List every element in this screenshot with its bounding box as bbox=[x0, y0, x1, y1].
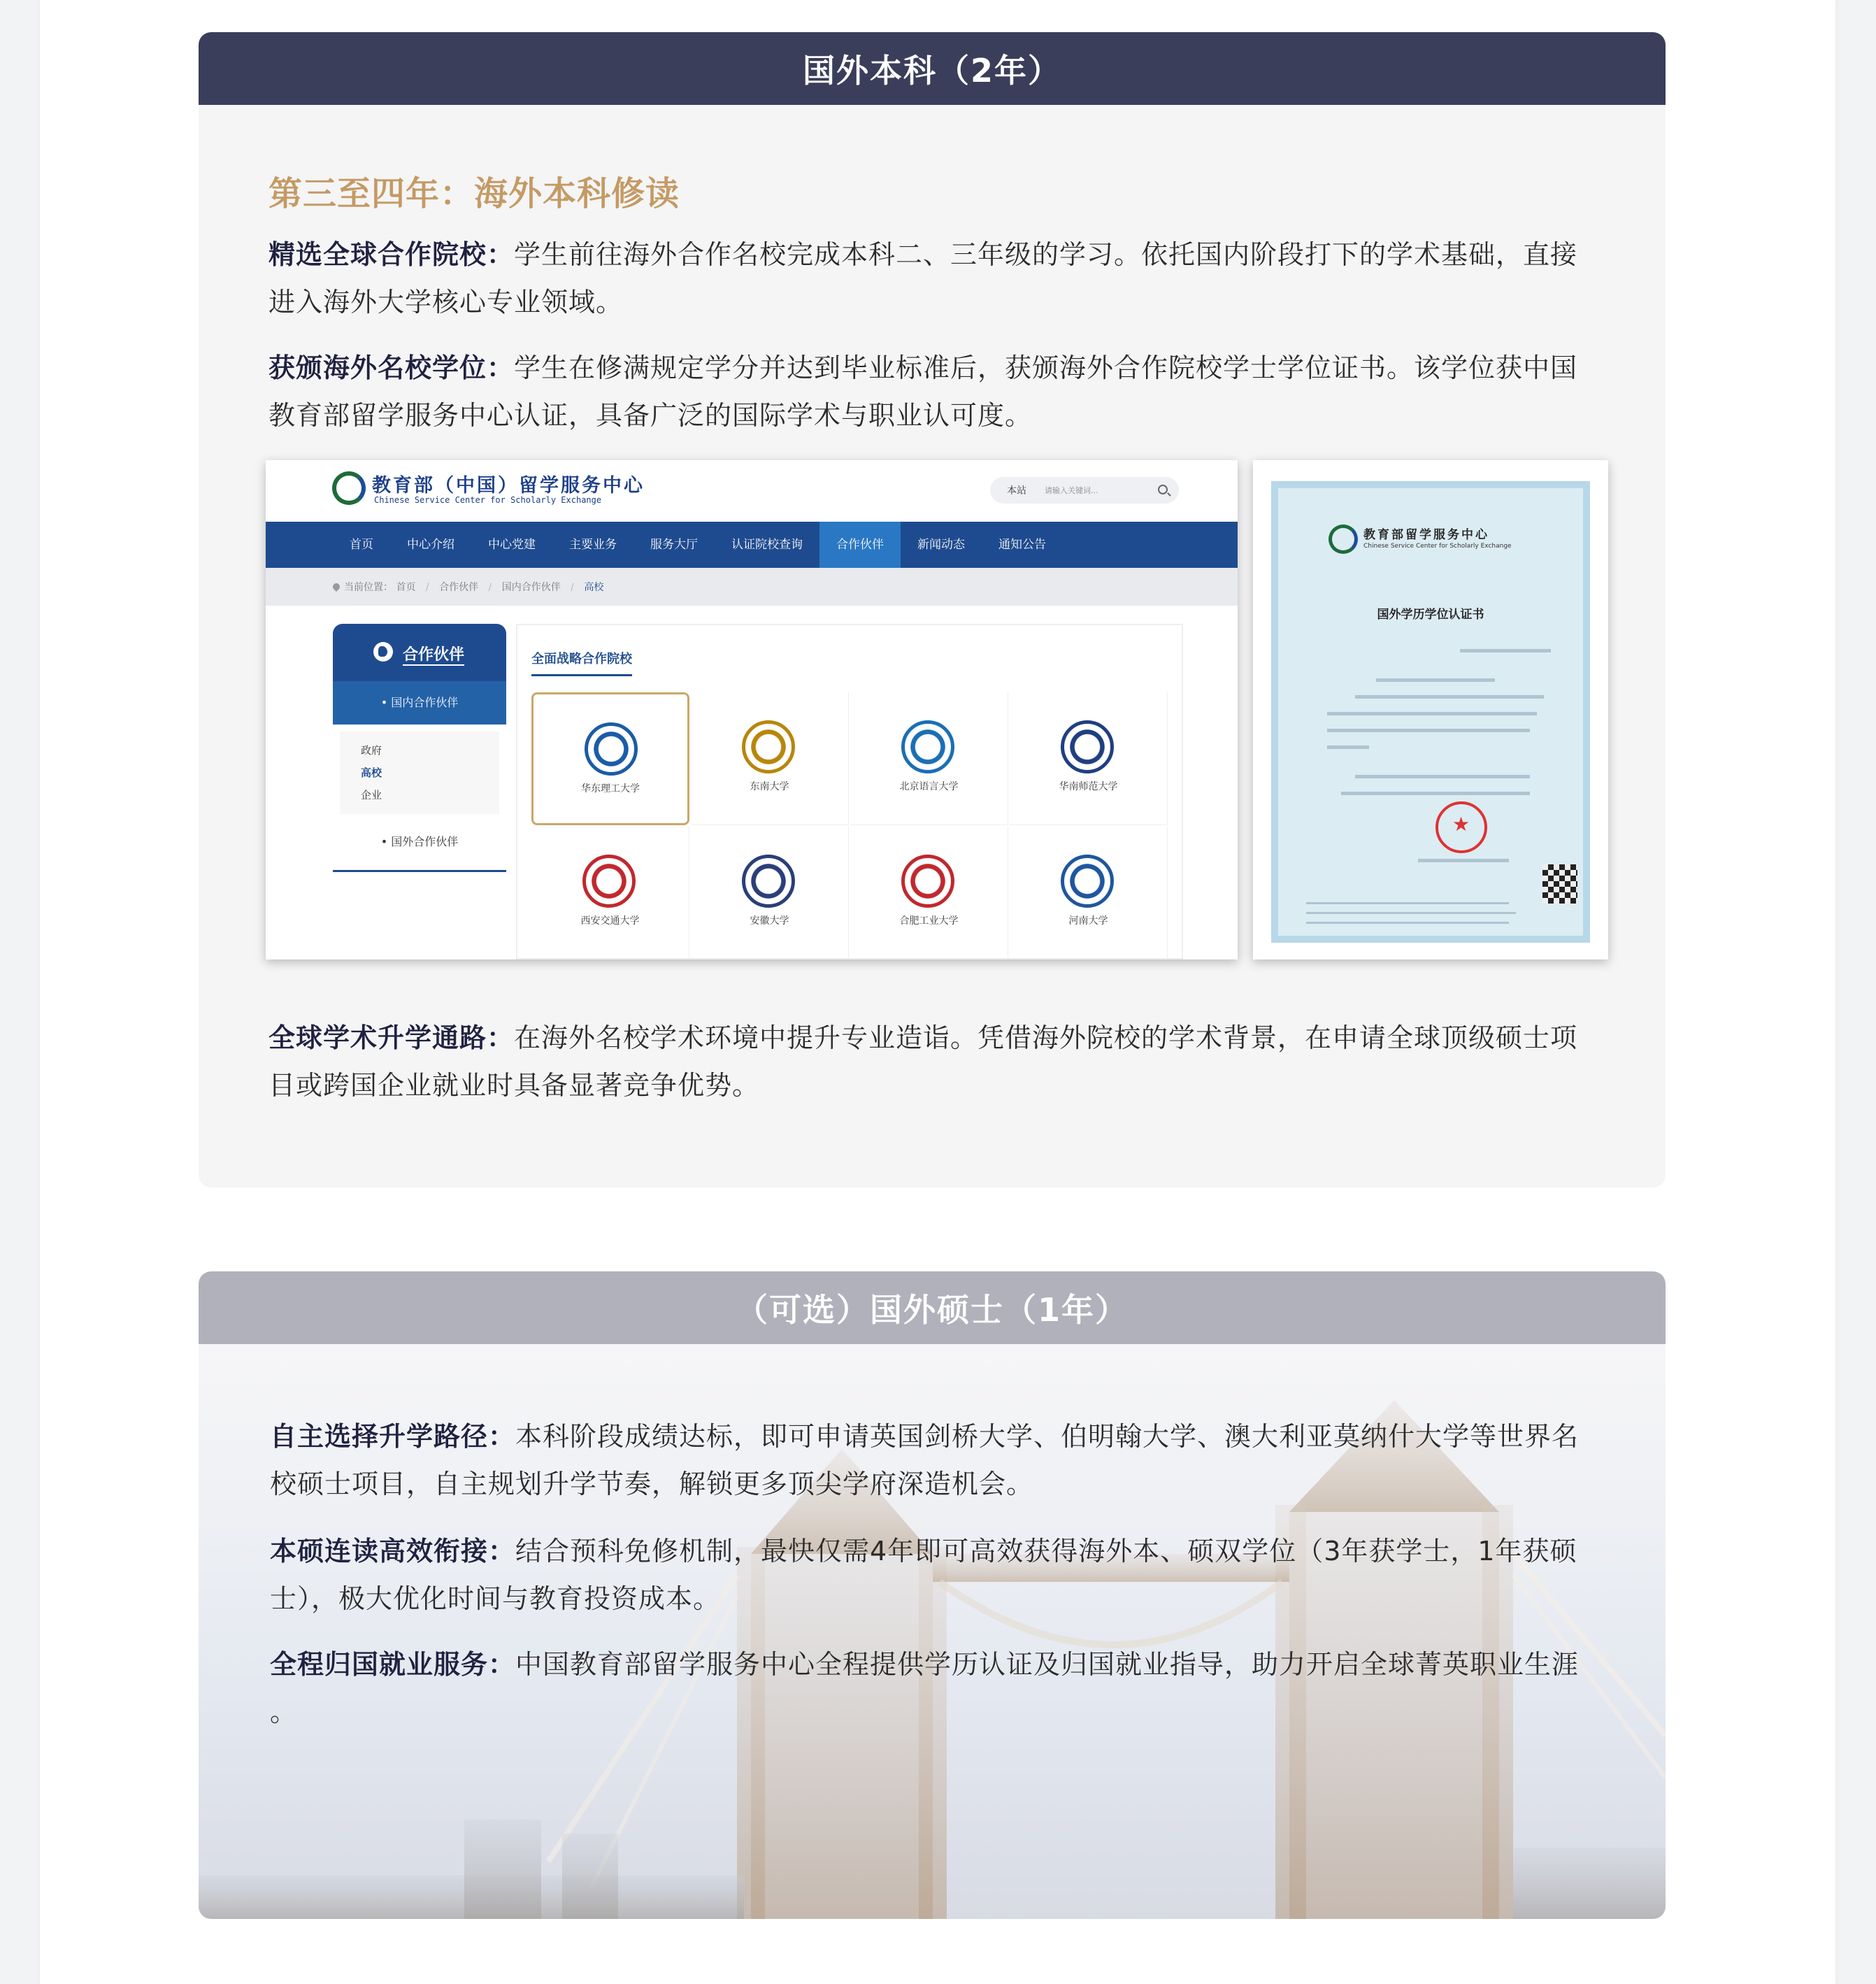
school-name: 北京语言大学 bbox=[899, 781, 959, 792]
paragraph-partner-schools bbox=[268, 231, 1604, 326]
sidebar-submenu bbox=[340, 731, 499, 814]
paragraph-career-service bbox=[270, 1641, 1605, 1736]
school-name: 安徽大学 bbox=[750, 915, 789, 927]
certificate-text-line bbox=[1327, 729, 1530, 732]
certificate-text-line bbox=[1376, 678, 1495, 682]
site-header bbox=[266, 460, 1238, 522]
school-emblem-icon bbox=[742, 720, 795, 773]
paragraph-text: 学生前往海外合作名校完成本科二、三年级的学习。依托国内阶段打下的学术基础，直接进入海外大学核心专业领域。 bbox=[268, 239, 1578, 317]
school-name: 西安交通大学 bbox=[580, 915, 640, 927]
certificate-border bbox=[1271, 481, 1590, 943]
sidebar-item-international[interactable]: • 国外合作伙伴 bbox=[380, 835, 459, 848]
school-name: 合肥工业大学 bbox=[899, 915, 959, 927]
city-building bbox=[1513, 1848, 1666, 1919]
certificate-text-line bbox=[1306, 922, 1509, 924]
nav-item[interactable]: 中心党建 bbox=[488, 538, 536, 552]
sidebar bbox=[333, 624, 506, 872]
school-card[interactable] bbox=[850, 827, 1008, 959]
paragraph-academic-path bbox=[268, 1014, 1604, 1109]
breadcrumb-item[interactable]: 国内合作伙伴 bbox=[501, 582, 561, 593]
cscse-logo-icon bbox=[1329, 524, 1358, 554]
certificate-text-line bbox=[1327, 712, 1537, 715]
qr-code bbox=[1542, 864, 1577, 904]
paragraph-text: 结合预科免修机制，最快仅需4年即可高效获得海外本、硕双学位（3年获学士，1年获硕士），极大优化时间与教育投资成本。 bbox=[270, 1536, 1577, 1614]
certificate-text-line bbox=[1355, 695, 1544, 699]
degree-certificate-image bbox=[1253, 460, 1608, 959]
paragraph-master-path bbox=[270, 1413, 1605, 1508]
breadcrumb-item[interactable]: 合作伙伴 bbox=[439, 582, 479, 593]
partner-panel bbox=[516, 624, 1183, 959]
panel-title: 全面战略合作院校 bbox=[531, 649, 632, 676]
official-seal bbox=[1435, 801, 1487, 853]
city-building bbox=[464, 1820, 541, 1919]
nav-item[interactable]: 认证院校查询 bbox=[731, 538, 803, 552]
school-card[interactable] bbox=[691, 692, 849, 825]
site-search[interactable] bbox=[990, 477, 1179, 504]
certificate-text-line bbox=[1355, 775, 1530, 778]
certificate-org: 教育部留学服务中心 bbox=[1363, 528, 1489, 542]
section-title: 国外本科（2年） bbox=[802, 52, 1061, 90]
paragraph-bachelor-master bbox=[270, 1527, 1605, 1622]
location-pin-icon bbox=[331, 582, 341, 592]
school-name: 东南大学 bbox=[750, 781, 789, 792]
sidebar-header bbox=[333, 624, 506, 681]
sidebar-subitem-universities[interactable]: 高校 bbox=[361, 766, 382, 779]
paragraph-lead: 全球学术升学通路： bbox=[268, 1022, 515, 1053]
certificate-org-en: Chinese Service Center for Scholarly Exchange bbox=[1363, 543, 1512, 550]
paragraph-degree bbox=[268, 344, 1604, 439]
nav-item[interactable]: 新闻动态 bbox=[917, 538, 965, 552]
site-nav bbox=[266, 522, 1238, 568]
school-grid bbox=[531, 692, 1169, 959]
nav-item[interactable]: 合作伙伴 bbox=[819, 522, 901, 568]
school-card[interactable] bbox=[691, 827, 849, 959]
cscse-logo-icon bbox=[332, 471, 366, 505]
paragraph-lead: 本硕连读高效衔接： bbox=[270, 1536, 516, 1566]
nav-item[interactable]: 中心介绍 bbox=[407, 538, 454, 552]
paragraph-lead: 获颁海外名校学位： bbox=[268, 352, 515, 383]
nav-item[interactable]: 服务大厅 bbox=[650, 538, 698, 552]
breadcrumb-sep: / bbox=[425, 582, 429, 593]
nav-item[interactable]: 通知公告 bbox=[998, 538, 1046, 552]
school-card[interactable] bbox=[1010, 692, 1168, 825]
breadcrumb-sep: / bbox=[488, 582, 492, 593]
certificate-text-line bbox=[1418, 859, 1509, 862]
subtitle: 第三至四年：海外本科修读 bbox=[268, 174, 680, 213]
paragraph-text: 在海外名校学术环境中提升专业造诣。凭借海外院校的学术背景，在申请全球顶级硕士项目或跨国企业就业时具备显著竞争优势。 bbox=[268, 1022, 1578, 1101]
breadcrumb bbox=[266, 568, 1238, 606]
section-header-master bbox=[199, 1271, 1666, 1344]
sidebar-item-domestic[interactable]: • 国内合作伙伴 bbox=[333, 681, 506, 725]
globe-icon bbox=[373, 642, 393, 662]
school-card[interactable] bbox=[1010, 827, 1168, 959]
school-emblem-icon bbox=[901, 720, 954, 773]
section-title: （可选）国外硕士（1年） bbox=[735, 1291, 1129, 1329]
school-card[interactable] bbox=[531, 827, 689, 959]
search-scope[interactable]: 本站 bbox=[1007, 485, 1026, 497]
section-body-undergrad bbox=[199, 105, 1666, 1187]
school-name: 华南师范大学 bbox=[1059, 781, 1118, 792]
certificate-text-line bbox=[1306, 902, 1509, 904]
school-emblem-icon bbox=[582, 855, 636, 908]
site-logo-subtext: Chinese Service Center for Scholarly Exchange bbox=[374, 495, 602, 505]
school-name: 河南大学 bbox=[1068, 915, 1108, 927]
paragraph-lead: 全程归国就业服务： bbox=[270, 1649, 516, 1680]
school-emblem-icon bbox=[742, 855, 795, 908]
certificate-text-line bbox=[1306, 912, 1516, 914]
breadcrumb-current: 高校 bbox=[584, 582, 604, 593]
city-building bbox=[562, 1834, 618, 1919]
sidebar-subitem-government[interactable]: 政府 bbox=[361, 744, 382, 757]
school-card[interactable] bbox=[531, 692, 689, 825]
school-emblem-icon bbox=[1061, 720, 1114, 773]
breadcrumb-item[interactable]: 首页 bbox=[396, 582, 416, 593]
paragraph-lead: 精选全球合作院校： bbox=[268, 239, 515, 270]
school-emblem-icon bbox=[901, 855, 954, 908]
certificate-text-line bbox=[1327, 745, 1369, 749]
site-logo-text: 教育部（中国）留学服务中心 bbox=[372, 475, 645, 497]
paragraph-text: 本科阶段成绩达标，即可申请英国剑桥大学、伯明翰大学、澳大利亚莫纳什大学等世界名校硕士项目，自主规划升学节奏，解锁更多顶尖学府深造机会。 bbox=[270, 1421, 1580, 1499]
paragraph-text: 中国教育部留学服务中心全程提供学历认证及归国就业指导，助力开启全球菁英职业生涯 。 bbox=[270, 1649, 1580, 1727]
certificate-text-line bbox=[1341, 792, 1530, 795]
paragraph-text: 学生在修满规定学分并达到毕业标准后，获颁海外合作院校学士学位证书。该学位获中国教育部留学服务中心认证，具备广泛的国际学术与职业认可度。 bbox=[268, 352, 1578, 431]
breadcrumb-sep: / bbox=[571, 582, 574, 593]
nav-item[interactable]: 首页 bbox=[350, 538, 373, 552]
section-header-undergrad bbox=[199, 32, 1666, 105]
school-name: 华东理工大学 bbox=[581, 783, 640, 794]
cscse-website-screenshot bbox=[266, 460, 1238, 959]
certificate-title: 国外学历学位认证书 bbox=[1377, 608, 1484, 622]
breadcrumb-prefix: 当前位置： bbox=[344, 582, 393, 593]
search-icon[interactable] bbox=[1158, 485, 1168, 494]
section-body-master bbox=[199, 1344, 1666, 1919]
sidebar-subitem-enterprises[interactable]: 企业 bbox=[361, 789, 382, 801]
school-emblem-icon bbox=[1061, 855, 1114, 908]
search-input[interactable]: 请输入关键词... bbox=[1045, 486, 1098, 495]
sidebar-title: 合作伙伴 bbox=[403, 643, 464, 666]
nav-item[interactable]: 主要业务 bbox=[569, 538, 617, 552]
certificate-text-line bbox=[1460, 649, 1551, 652]
school-emblem-icon bbox=[585, 722, 638, 776]
school-card[interactable] bbox=[850, 692, 1008, 825]
paragraph-lead: 自主选择升学路径： bbox=[270, 1421, 516, 1452]
